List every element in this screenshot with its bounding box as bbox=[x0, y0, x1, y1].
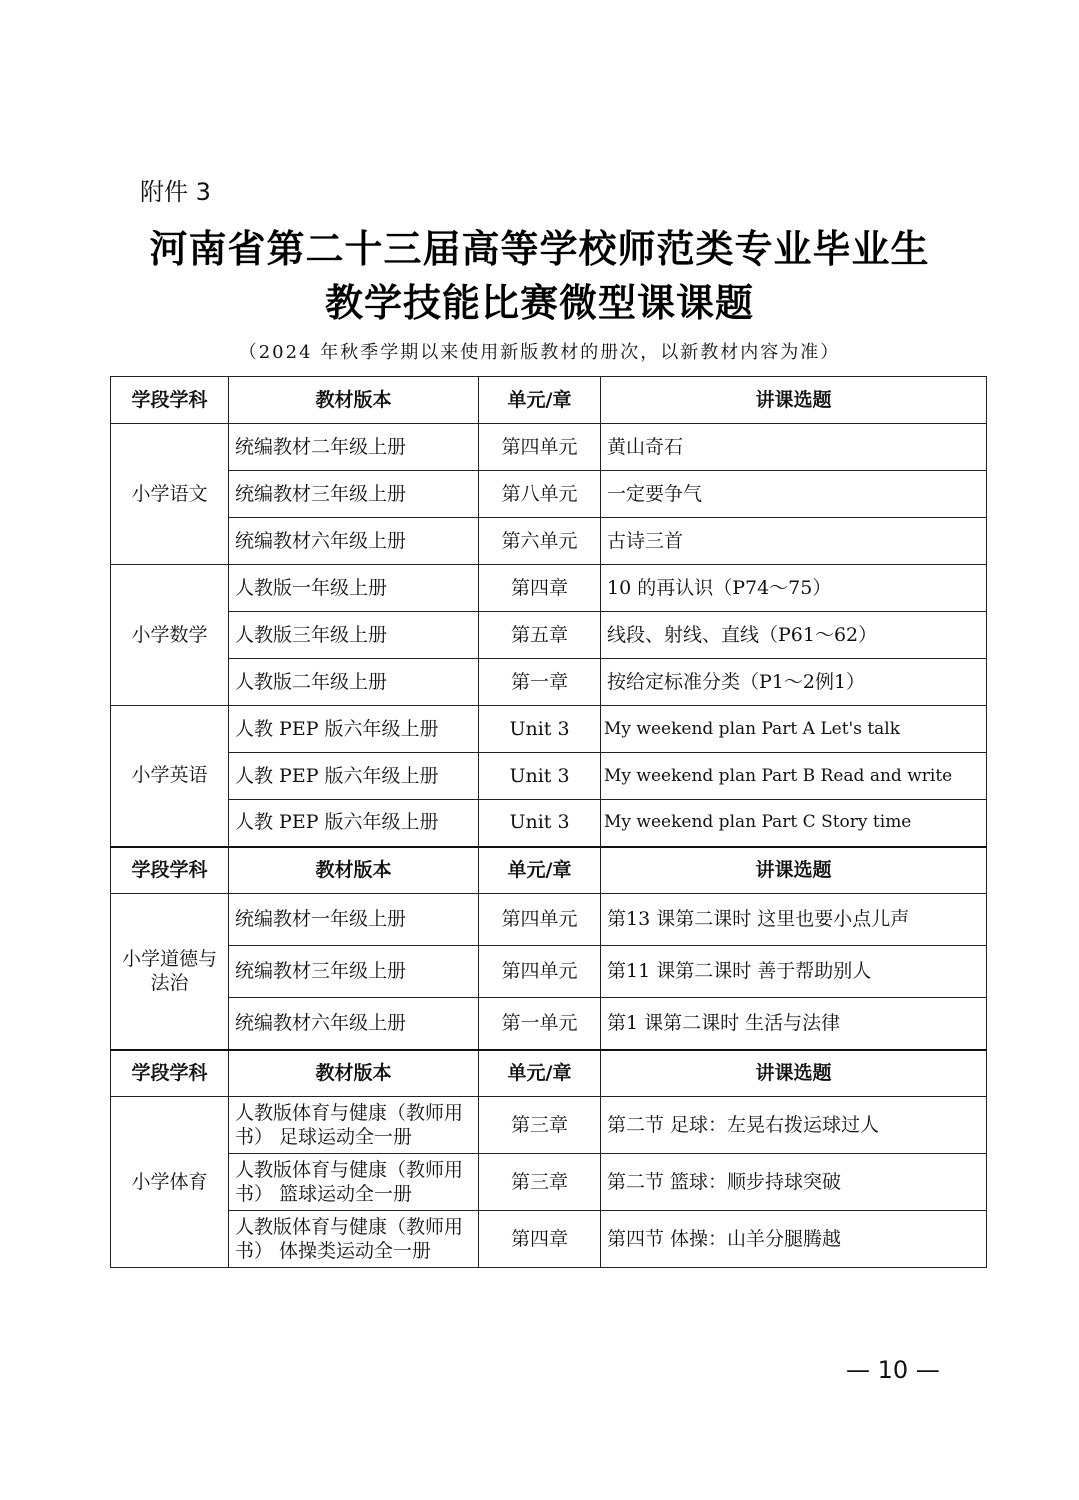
document-subtitle: （2024 年秋季学期以来使用新版教材的册次，以新教材内容为准） bbox=[238, 342, 841, 363]
textbook-cell: 人教版体育与健康（教师用书） 体操类运动全一册 bbox=[229, 1211, 479, 1268]
subject-cell: 小学数学 bbox=[111, 565, 229, 706]
table-row bbox=[111, 612, 987, 659]
textbook-cell: 统编教材二年级上册 bbox=[229, 424, 479, 471]
document-title-line-1: 河南省第二十三届高等学校师范类专业毕业生 bbox=[149, 227, 930, 271]
unit-cell: 第四章 bbox=[479, 565, 601, 612]
table-row bbox=[111, 424, 987, 471]
header-cell-textbook: 教材版本 bbox=[229, 377, 479, 424]
topic-cell: 第11 课第二课时 善于帮助别人 bbox=[601, 946, 987, 998]
unit-cell: 第三章 bbox=[479, 1097, 601, 1154]
topic-cell: 第1 课第二课时 生活与法律 bbox=[601, 998, 987, 1050]
topic-cell: My weekend plan Part C Story time bbox=[601, 800, 987, 847]
topic-cell: 第二节 篮球：顺步持球突破 bbox=[601, 1154, 987, 1211]
textbook-cell: 统编教材六年级上册 bbox=[229, 998, 479, 1050]
topic-cell: 第13 课第二课时 这里也要小点儿声 bbox=[601, 894, 987, 946]
topic-cell: 黄山奇石 bbox=[601, 424, 987, 471]
unit-cell: 第四单元 bbox=[479, 946, 601, 998]
unit-cell: Unit 3 bbox=[479, 800, 601, 847]
textbook-cell: 人教版三年级上册 bbox=[229, 612, 479, 659]
textbook-cell: 人教 PEP 版六年级上册 bbox=[229, 706, 479, 753]
table-row bbox=[111, 1211, 987, 1268]
unit-cell: 第四章 bbox=[479, 1211, 601, 1268]
subject-cell: 小学体育 bbox=[111, 1097, 229, 1268]
topic-cell: My weekend plan Part B Read and write bbox=[601, 753, 987, 800]
textbook-cell: 统编教材一年级上册 bbox=[229, 894, 479, 946]
unit-cell: 第三章 bbox=[479, 1154, 601, 1211]
topic-cell: 按给定标准分类（P1～2例1） bbox=[601, 659, 987, 706]
attachment-label: 附件 3 bbox=[140, 178, 211, 206]
topic-cell: 古诗三首 bbox=[601, 518, 987, 565]
table-row bbox=[111, 1097, 987, 1154]
table-row bbox=[111, 753, 987, 800]
page-number: — 10 — bbox=[846, 1356, 940, 1384]
topics-table bbox=[110, 376, 987, 1268]
header-cell-topic: 讲课选题 bbox=[601, 847, 987, 894]
table-row bbox=[111, 659, 987, 706]
table-row bbox=[111, 1154, 987, 1211]
document-title-line-2: 教学技能比赛微型课课题 bbox=[324, 281, 754, 325]
textbook-cell: 统编教材六年级上册 bbox=[229, 518, 479, 565]
unit-cell: 第八单元 bbox=[479, 471, 601, 518]
header-cell-subject: 学段学科 bbox=[111, 377, 229, 424]
topic-cell: 第二节 足球：左晃右拨运球过人 bbox=[601, 1097, 987, 1154]
unit-cell: 第一单元 bbox=[479, 998, 601, 1050]
textbook-cell: 人教版体育与健康（教师用书） 足球运动全一册 bbox=[229, 1097, 479, 1154]
table-header-row bbox=[111, 377, 987, 424]
header-cell-topic: 讲课选题 bbox=[601, 377, 987, 424]
unit-cell: Unit 3 bbox=[479, 753, 601, 800]
textbook-cell: 统编教材三年级上册 bbox=[229, 946, 479, 998]
unit-cell: 第五章 bbox=[479, 612, 601, 659]
table-row bbox=[111, 800, 987, 847]
topic-cell: 第四节 体操：山羊分腿腾越 bbox=[601, 1211, 987, 1268]
textbook-cell: 人教版体育与健康（教师用书） 篮球运动全一册 bbox=[229, 1154, 479, 1211]
textbook-cell: 人教版一年级上册 bbox=[229, 565, 479, 612]
header-cell-textbook: 教材版本 bbox=[229, 847, 479, 894]
table-row bbox=[111, 471, 987, 518]
unit-cell: Unit 3 bbox=[479, 706, 601, 753]
header-cell-subject: 学段学科 bbox=[111, 1050, 229, 1097]
unit-cell: 第一章 bbox=[479, 659, 601, 706]
table-row bbox=[111, 946, 987, 998]
subject-cell: 小学道德与法治 bbox=[111, 894, 229, 1050]
topic-cell: 线段、射线、直线（P61～62） bbox=[601, 612, 987, 659]
textbook-cell: 人教版二年级上册 bbox=[229, 659, 479, 706]
table-header-row bbox=[111, 847, 987, 894]
header-cell-subject: 学段学科 bbox=[111, 847, 229, 894]
unit-cell: 第六单元 bbox=[479, 518, 601, 565]
textbook-cell: 人教 PEP 版六年级上册 bbox=[229, 753, 479, 800]
topic-cell: 一定要争气 bbox=[601, 471, 987, 518]
unit-cell: 第四单元 bbox=[479, 424, 601, 471]
table-header-row bbox=[111, 1050, 987, 1097]
subject-cell: 小学英语 bbox=[111, 706, 229, 847]
textbook-cell: 人教 PEP 版六年级上册 bbox=[229, 800, 479, 847]
table-row bbox=[111, 894, 987, 946]
textbook-cell: 统编教材三年级上册 bbox=[229, 471, 479, 518]
topic-cell: My weekend plan Part A Let's talk bbox=[601, 706, 987, 753]
header-cell-textbook: 教材版本 bbox=[229, 1050, 479, 1097]
header-cell-unit: 单元/章 bbox=[479, 1050, 601, 1097]
subject-cell: 小学语文 bbox=[111, 424, 229, 565]
header-cell-unit: 单元/章 bbox=[479, 377, 601, 424]
unit-cell: 第四单元 bbox=[479, 894, 601, 946]
topic-cell: 10 的再认识（P74～75） bbox=[601, 565, 987, 612]
table-row bbox=[111, 706, 987, 753]
header-cell-topic: 讲课选题 bbox=[601, 1050, 987, 1097]
table-row bbox=[111, 998, 987, 1050]
header-cell-unit: 单元/章 bbox=[479, 847, 601, 894]
table-row bbox=[111, 518, 987, 565]
table-row bbox=[111, 565, 987, 612]
